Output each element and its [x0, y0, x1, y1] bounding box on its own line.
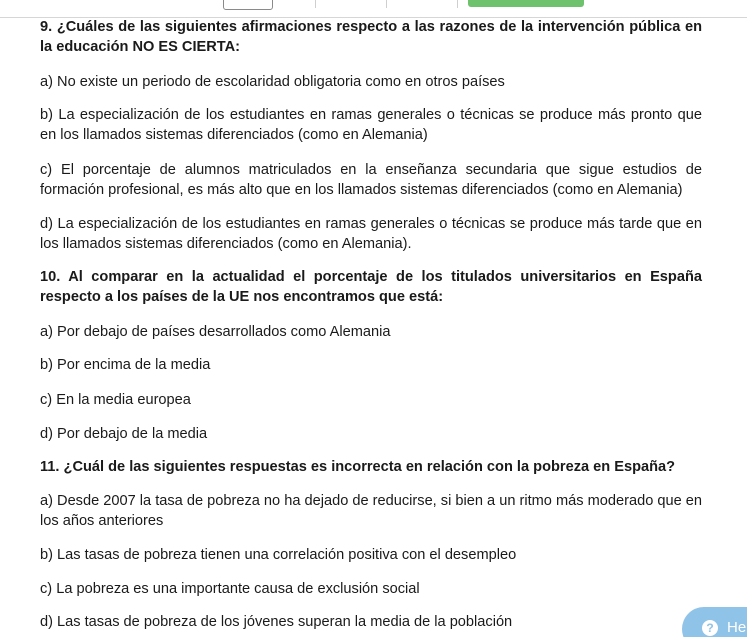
help-button[interactable] — [682, 607, 747, 637]
toolbar-input[interactable] — [223, 0, 273, 10]
question-9: 9. ¿Cuáles de las siguientes afirmaciones respecto a las razones de la intervención pública en la educación NO ES CIERTA: — [40, 19, 702, 55]
top-toolbar — [0, 0, 747, 18]
question-10: 10. Al comparar en la actualidad el porcentaje de los titulados universitarios en España respecto a los países de la UE nos encontramos que está: — [40, 269, 702, 305]
question-circle-icon: ? — [702, 620, 718, 636]
toolbar-divider — [386, 0, 387, 8]
question-10-option-c[interactable]: c) En la media europea — [40, 392, 191, 408]
question-11-option-c[interactable]: c) La pobreza es una importante causa de exclusión social — [40, 581, 420, 597]
question-10-option-d[interactable]: d) Por debajo de la media — [40, 426, 208, 442]
question-10-option-a[interactable]: a) Por debajo de países desarrollados como Alemania — [40, 324, 391, 340]
question-10-option-b[interactable]: b) Por encima de la media — [40, 357, 211, 373]
question-9-option-a[interactable]: a) No existe un periodo de escolaridad obligatoria como en otros países — [40, 74, 505, 90]
question-9-option-c[interactable]: c) El porcentaje de alumnos matriculados en la enseñanza secundaria que sigue estudios de formación profesional, es más alto que en los llamados sistemas diferenciados (como en Alemania) — [40, 162, 702, 198]
toolbar-primary-button[interactable] — [468, 0, 584, 7]
question-11-option-d[interactable]: d) Las tasas de pobreza de los jóvenes superan la media de la población — [40, 614, 513, 630]
toolbar-divider — [315, 0, 316, 8]
question-11-option-a[interactable]: a) Desde 2007 la tasa de pobreza no ha dejado de reducirse, si bien a un ritmo más moderado que en los años anteriores — [40, 493, 703, 529]
question-9-option-d[interactable]: d) La especialización de los estudiantes en ramas generales o técnicas se produce más tarde que en los llamados sistemas diferenciados (como en Alemania). — [40, 216, 702, 252]
question-11: 11. ¿Cuál de las siguientes respuestas es incorrecta en relación con la pobreza en España? — [40, 459, 676, 475]
question-11-option-b[interactable]: b) Las tasas de pobreza tienen una correlación positiva con el desempleo — [40, 547, 517, 563]
question-9-option-b[interactable]: b) La especialización de los estudiantes en ramas generales o técnicas se produce más pronto que en los llamados sistemas diferenciados (como en Alemania) — [40, 107, 702, 143]
toolbar-divider — [457, 0, 458, 8]
help-label: He — [727, 619, 747, 636]
